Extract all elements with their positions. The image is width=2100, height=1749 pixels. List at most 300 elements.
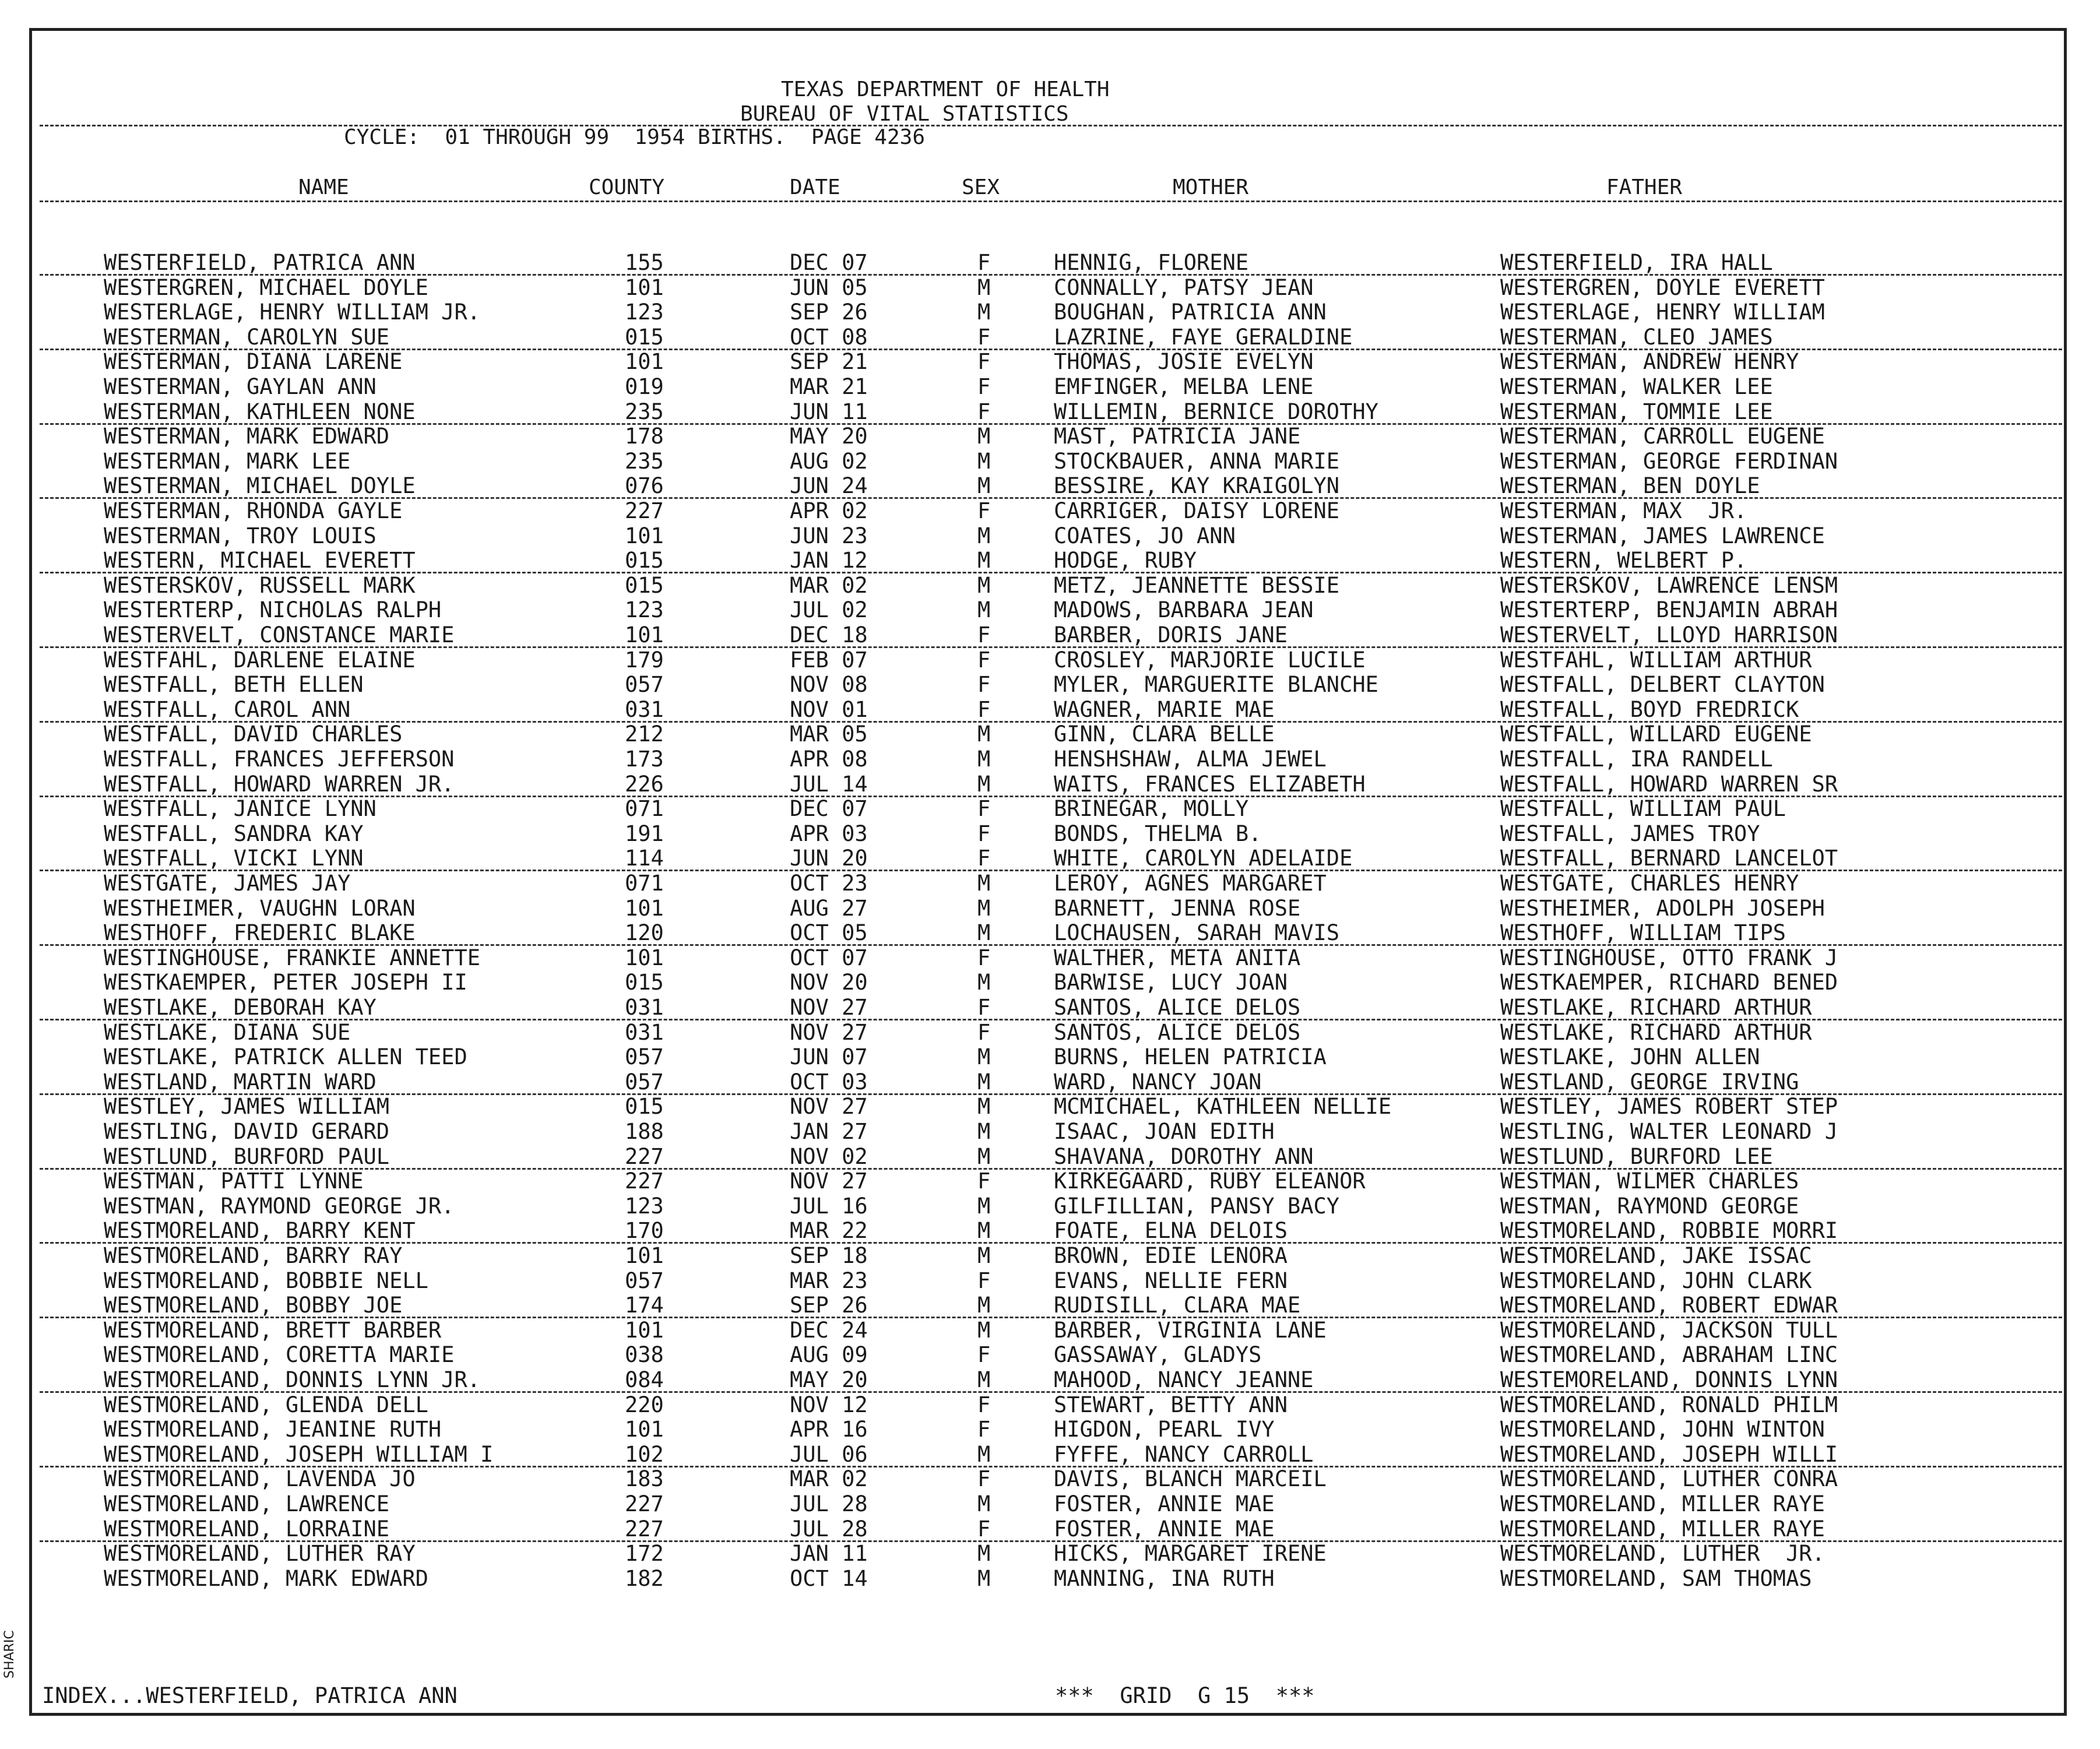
cell-father: WESTLAKE, RICHARD ARTHUR (1500, 1019, 1812, 1045)
cell-name: WESTERLAGE, HENRY WILLIAM JR. (104, 300, 481, 325)
table-row (0, 548, 2100, 573)
cell-sex: M (977, 1069, 991, 1095)
cell-name: WESTLAKE, PATRICK ALLEN TEED (104, 1044, 467, 1070)
cell-county: 182 (625, 1565, 664, 1591)
cell-date: MAY 20 (790, 1367, 868, 1392)
cell-father: WESTMORELAND, JAKE ISSAC (1500, 1243, 1812, 1268)
cell-date: JUN 24 (790, 473, 868, 499)
cell-date: MAR 23 (790, 1268, 868, 1293)
cell-sex: F (977, 1268, 991, 1293)
cell-father: WESTKAEMPER, RICHARD BENED (1500, 970, 1838, 995)
cell-father: WESTLAKE, RICHARD ARTHUR (1500, 995, 1812, 1020)
cell-name: WESTMAN, RAYMOND GEORGE JR. (104, 1193, 455, 1219)
cell-father: WESTMORELAND, JOSEPH WILLI (1500, 1441, 1838, 1467)
cell-sex: M (977, 1193, 991, 1219)
cell-sex: F (977, 250, 991, 275)
cell-date: NOV 12 (790, 1392, 868, 1417)
cell-sex: F (977, 995, 991, 1020)
column-header-mother: MOTHER (1173, 175, 1249, 199)
cell-date: NOV 27 (790, 1169, 868, 1194)
table-row (0, 772, 2100, 797)
cell-mother: BARBER, DORIS JANE (1054, 622, 1288, 647)
cell-father: WESTERMAN, TOMMIE LEE (1500, 399, 1773, 424)
cell-county: 015 (625, 1094, 664, 1120)
cell-name: WESTLAKE, DEBORAH KAY (104, 995, 377, 1020)
cell-sex: M (977, 1044, 991, 1070)
cell-date: JAN 27 (790, 1119, 868, 1144)
cell-mother: WAITS, FRANCES ELIZABETH (1054, 771, 1366, 797)
cell-mother: BARWISE, LUCY JOAN (1054, 970, 1288, 995)
cycle-line: CYCLE: 01 THROUGH 99 1954 BIRTHS. PAGE 4236 (344, 125, 925, 149)
cell-mother: GILFILLIAN, PANSY BACY (1054, 1193, 1340, 1219)
cell-county: 015 (625, 572, 664, 598)
table-row (0, 1492, 2100, 1516)
cell-father: WESTERMAN, ANDREW HENRY (1500, 349, 1799, 375)
cell-father: WESTEMORELAND, DONNIS LYNN (1500, 1367, 1838, 1392)
cell-date: DEC 24 (790, 1317, 868, 1343)
cell-name: WESTMORELAND, BOBBIE NELL (104, 1268, 428, 1293)
cell-county: 227 (625, 1143, 664, 1169)
cell-name: WESTMAN, PATTI LYNNE (104, 1169, 364, 1194)
cell-father: WESTERVELT, LLOYD HARRISON (1500, 622, 1838, 647)
cell-date: SEP 26 (790, 1293, 868, 1318)
cell-date: JUL 28 (790, 1516, 868, 1542)
cell-county: 057 (625, 1069, 664, 1095)
cell-name: WESTMORELAND, LUTHER RAY (104, 1541, 416, 1567)
cell-county: 220 (625, 1392, 664, 1417)
cell-county: 015 (625, 970, 664, 995)
cell-county: 101 (625, 622, 664, 647)
cell-date: JUL 02 (790, 597, 868, 623)
table-row (0, 424, 2100, 449)
cell-mother: HODGE, RUBY (1054, 548, 1197, 573)
cell-county: 101 (625, 1243, 664, 1268)
cell-mother: BARNETT, JENNA ROSE (1054, 895, 1301, 921)
table-row (0, 251, 2100, 275)
cell-date: OCT 14 (790, 1565, 868, 1591)
cell-father: WESTERFIELD, IRA HALL (1500, 250, 1773, 275)
cell-sex: F (977, 498, 991, 523)
table-row (0, 1467, 2100, 1491)
column-header-date: DATE (790, 175, 840, 199)
cell-sex: M (977, 1094, 991, 1120)
cell-date: MAR 22 (790, 1218, 868, 1244)
side-mark: SHARIC (2, 1630, 17, 1678)
cell-sex: F (977, 1392, 991, 1417)
cell-sex: F (977, 846, 991, 871)
cell-mother: MANNING, INA RUTH (1054, 1565, 1275, 1591)
cell-mother: SANTOS, ALICE DELOS (1054, 1019, 1301, 1045)
cell-mother: FOSTER, ANNIE MAE (1054, 1516, 1275, 1542)
cell-mother: LAZRINE, FAYE GERALDINE (1054, 324, 1353, 350)
cell-mother: EMFINGER, MELBA LENE (1054, 374, 1314, 399)
cell-name: WESTMORELAND, BARRY RAY (104, 1243, 403, 1268)
cell-father: WESTFALL, WILLIAM PAUL (1500, 796, 1786, 822)
cell-date: NOV 08 (790, 672, 868, 698)
cell-name: WESTFALL, SANDRA KAY (104, 821, 364, 846)
cell-father: WESTERMAN, WALKER LEE (1500, 374, 1773, 399)
cell-mother: MAST, PATRICIA JANE (1054, 424, 1301, 449)
cell-county: 057 (625, 1044, 664, 1070)
cell-mother: ISAAC, JOAN EDITH (1054, 1119, 1275, 1144)
cell-county: 123 (625, 1193, 664, 1219)
column-header-sex: SEX (962, 175, 1000, 199)
cell-mother: MAHOOD, NANCY JEANNE (1054, 1367, 1314, 1392)
cell-mother: HICKS, MARGARET IRENE (1054, 1541, 1327, 1567)
cell-name: WESTFALL, DAVID CHARLES (104, 722, 403, 747)
cell-mother: MCMICHAEL, KATHLEEN NELLIE (1054, 1094, 1392, 1120)
table-row (0, 1393, 2100, 1417)
cell-name: WESTMORELAND, JEANINE RUTH (104, 1417, 442, 1442)
cell-mother: FYFFE, NANCY CARROLL (1054, 1441, 1314, 1467)
cell-mother: STOCKBAUER, ANNA MARIE (1054, 448, 1340, 474)
cell-name: WESTMORELAND, BOBBY JOE (104, 1293, 403, 1318)
cell-father: WESTERTERP, BENJAMIN ABRAH (1500, 597, 1838, 623)
cell-date: NOV 27 (790, 1094, 868, 1120)
cell-father: WESTERSKOV, LAWRENCE LENSM (1500, 572, 1838, 598)
cell-father: WESTERMAN, MAX JR. (1500, 498, 1747, 523)
cell-father: WESTHOFF, WILLIAM TIPS (1500, 920, 1786, 946)
cell-name: WESTFAHL, DARLENE ELAINE (104, 647, 416, 673)
cell-sex: M (977, 1119, 991, 1144)
cell-county: 155 (625, 250, 664, 275)
cell-name: WESTKAEMPER, PETER JOSEPH II (104, 970, 467, 995)
cell-date: NOV 27 (790, 995, 868, 1020)
cell-sex: M (977, 1293, 991, 1318)
cell-mother: MYLER, MARGUERITE BLANCHE (1054, 672, 1378, 698)
cell-name: WESTFALL, FRANCES JEFFERSON (104, 747, 455, 772)
cell-date: MAR 02 (790, 1466, 868, 1492)
cell-date: JUN 20 (790, 846, 868, 871)
cell-mother: WHITE, CAROLYN ADELAIDE (1054, 846, 1353, 871)
cell-county: 019 (625, 374, 664, 399)
cell-name: WESTLING, DAVID GERARD (104, 1119, 390, 1144)
cell-sex: F (977, 1516, 991, 1542)
cell-sex: F (977, 696, 991, 722)
cell-date: JUL 06 (790, 1441, 868, 1467)
table-row (0, 400, 2100, 424)
cell-mother: RUDISILL, CLARA MAE (1054, 1293, 1301, 1318)
table-row (0, 921, 2100, 945)
cell-mother: WARD, NANCY JOAN (1054, 1069, 1262, 1095)
table-row (0, 797, 2100, 821)
cell-date: APR 08 (790, 747, 868, 772)
cell-sex: M (977, 597, 991, 623)
table-row (0, 325, 2100, 350)
cell-name: WESTERN, MICHAEL EVERETT (104, 548, 416, 573)
cell-county: 172 (625, 1541, 664, 1567)
cell-name: WESTLEY, JAMES WILLIAM (104, 1094, 390, 1120)
cell-county: 015 (625, 324, 664, 350)
cell-name: WESTMORELAND, BARRY KENT (104, 1218, 416, 1244)
cell-mother: DAVIS, BLANCH MARCEIL (1054, 1466, 1327, 1492)
table-row (0, 1020, 2100, 1045)
table-row (0, 350, 2100, 374)
table-row (0, 1095, 2100, 1119)
cell-name: WESTFALL, BETH ELLEN (104, 672, 364, 698)
cell-date: APR 03 (790, 821, 868, 846)
table-row (0, 1244, 2100, 1268)
cell-name: WESTMORELAND, GLENDA DELL (104, 1392, 428, 1417)
cell-date: SEP 18 (790, 1243, 868, 1268)
cell-sex: M (977, 572, 991, 598)
cell-county: 212 (625, 722, 664, 747)
table-row (0, 1293, 2100, 1318)
cell-father: WESTMORELAND, JOHN WINTON (1500, 1417, 1825, 1442)
cell-date: OCT 03 (790, 1069, 868, 1095)
cell-sex: M (977, 424, 991, 449)
table-row (0, 499, 2100, 523)
cell-sex: M (977, 1317, 991, 1343)
table-row (0, 1343, 2100, 1367)
cell-mother: STEWART, BETTY ANN (1054, 1392, 1288, 1417)
cell-date: JUL 14 (790, 771, 868, 797)
cell-sex: F (977, 349, 991, 375)
table-row (0, 648, 2100, 673)
cell-county: 071 (625, 796, 664, 822)
cell-mother: SHAVANA, DOROTHY ANN (1054, 1143, 1314, 1169)
cell-mother: BESSIRE, KAY KRAIGOLYN (1054, 473, 1340, 499)
cell-date: JUN 23 (790, 523, 868, 548)
cell-name: WESTERMAN, TROY LOUIS (104, 523, 377, 548)
cell-father: WESTFALL, WILLARD EUGENE (1500, 722, 1812, 747)
cell-mother: KIRKEGAARD, RUBY ELEANOR (1054, 1169, 1366, 1194)
cell-sex: M (977, 920, 991, 946)
cell-county: 179 (625, 647, 664, 673)
cell-county: 226 (625, 771, 664, 797)
cell-date: SEP 26 (790, 300, 868, 325)
table-row (0, 623, 2100, 647)
cell-date: JUL 28 (790, 1491, 868, 1516)
table-row (0, 276, 2100, 300)
cell-father: WESTLUND, BURFORD LEE (1500, 1143, 1773, 1169)
cell-date: OCT 23 (790, 871, 868, 896)
cell-mother: HENSHSHAW, ALMA JEWEL (1054, 747, 1327, 772)
cell-date: JUN 05 (790, 275, 868, 300)
table-row (0, 1417, 2100, 1442)
cell-sex: F (977, 672, 991, 698)
cell-mother: COATES, JO ANN (1054, 523, 1236, 548)
cell-name: WESTFALL, CAROL ANN (104, 696, 351, 722)
cell-name: WESTMORELAND, CORETTA MARIE (104, 1342, 455, 1368)
cell-date: MAR 02 (790, 572, 868, 598)
cell-mother: CONNALLY, PATSY JEAN (1054, 275, 1314, 300)
table-row (0, 1517, 2100, 1542)
cell-sex: M (977, 1367, 991, 1392)
cell-county: 101 (625, 275, 664, 300)
cell-date: AUG 27 (790, 895, 868, 921)
cell-date: FEB 07 (790, 647, 868, 673)
cell-county: 076 (625, 473, 664, 499)
table-row (0, 970, 2100, 995)
cell-sex: M (977, 1218, 991, 1244)
cell-county: 101 (625, 1417, 664, 1442)
cell-name: WESTMORELAND, LORRAINE (104, 1516, 390, 1542)
header-title: TEXAS DEPARTMENT OF HEALTH (781, 78, 1110, 101)
cell-county: 183 (625, 1466, 664, 1492)
cell-county: 173 (625, 747, 664, 772)
cell-sex: M (977, 448, 991, 474)
cell-mother: BARBER, VIRGINIA LANE (1054, 1317, 1327, 1343)
cell-date: AUG 02 (790, 448, 868, 474)
cell-name: WESTINGHOUSE, FRANKIE ANNETTE (104, 945, 481, 970)
cell-name: WESTERFIELD, PATRICA ANN (104, 250, 416, 275)
cell-sex: F (977, 1019, 991, 1045)
cell-father: WESTINGHOUSE, OTTO FRANK J (1500, 945, 1838, 970)
column-header-rule (40, 200, 2062, 202)
grid-footer: *** GRID G 15 *** (1055, 1683, 1315, 1708)
cell-mother: LEROY, AGNES MARGARET (1054, 871, 1327, 896)
cell-sex: M (977, 1491, 991, 1516)
cell-name: WESTERMAN, KATHLEEN NONE (104, 399, 416, 424)
cell-father: WESTMORELAND, SAM THOMAS (1500, 1565, 1812, 1591)
cell-mother: GASSAWAY, GLADYS (1054, 1342, 1262, 1368)
cell-sex: M (977, 473, 991, 499)
cell-county: 101 (625, 895, 664, 921)
cell-date: DEC 07 (790, 250, 868, 275)
cell-mother: CARRIGER, DAISY LORENE (1054, 498, 1340, 523)
cell-sex: F (977, 1342, 991, 1368)
cell-county: 031 (625, 696, 664, 722)
cell-county: 178 (625, 424, 664, 449)
cell-county: 101 (625, 945, 664, 970)
cell-father: WESTLAKE, JOHN ALLEN (1500, 1044, 1760, 1070)
cell-mother: THOMAS, JOSIE EVELYN (1054, 349, 1314, 375)
cell-name: WESTLUND, BURFORD PAUL (104, 1143, 390, 1169)
cell-sex: F (977, 821, 991, 846)
cell-father: WESTFALL, JAMES TROY (1500, 821, 1760, 846)
cell-name: WESTERMAN, CAROLYN SUE (104, 324, 390, 350)
cell-county: 123 (625, 597, 664, 623)
cell-father: WESTMORELAND, MILLER RAYE (1500, 1516, 1825, 1542)
cell-sex: F (977, 796, 991, 822)
cell-date: APR 02 (790, 498, 868, 523)
table-row (0, 946, 2100, 970)
column-header-father: FATHER (1606, 175, 1683, 199)
cell-father: WESTMORELAND, ROBBIE MORRI (1500, 1218, 1838, 1244)
table-row (0, 698, 2100, 722)
cell-county: 015 (625, 548, 664, 573)
cell-date: JAN 12 (790, 548, 868, 573)
table-row (0, 1542, 2100, 1566)
cell-father: WESTMORELAND, LUTHER JR. (1500, 1541, 1825, 1567)
table-row (0, 1269, 2100, 1293)
cell-father: WESTFALL, HOWARD WARREN SR (1500, 771, 1838, 797)
cell-mother: BROWN, EDIE LENORA (1054, 1243, 1288, 1268)
cell-mother: WAGNER, MARIE MAE (1054, 696, 1275, 722)
table-row (0, 1219, 2100, 1243)
cell-sex: F (977, 1169, 991, 1194)
cell-father: WESTMORELAND, ABRAHAM LINC (1500, 1342, 1838, 1368)
cell-sex: M (977, 1541, 991, 1567)
cell-county: 038 (625, 1342, 664, 1368)
cell-name: WESTMORELAND, DONNIS LYNN JR. (104, 1367, 481, 1392)
cell-county: 084 (625, 1367, 664, 1392)
cell-date: OCT 08 (790, 324, 868, 350)
cell-county: 031 (625, 995, 664, 1020)
table-row (0, 995, 2100, 1020)
table-row (0, 673, 2100, 697)
cell-mother: HIGDON, PEARL IVY (1054, 1417, 1275, 1442)
cell-father: WESTMORELAND, MILLER RAYE (1500, 1491, 1825, 1516)
cell-name: WESTMORELAND, LAWRENCE (104, 1491, 390, 1516)
table-row (0, 1070, 2100, 1095)
cell-father: WESTFALL, DELBERT CLAYTON (1500, 672, 1825, 698)
cell-county: 057 (625, 672, 664, 698)
table-row (0, 1368, 2100, 1392)
cell-county: 120 (625, 920, 664, 946)
cell-date: NOV 02 (790, 1143, 868, 1169)
cell-date: MAR 05 (790, 722, 868, 747)
table-row (0, 573, 2100, 598)
cell-sex: F (977, 1466, 991, 1492)
cell-sex: F (977, 647, 991, 673)
cell-sex: M (977, 722, 991, 747)
cell-father: WESTMAN, WILMER CHARLES (1500, 1169, 1799, 1194)
cell-county: 123 (625, 300, 664, 325)
cell-mother: WALTHER, META ANITA (1054, 945, 1301, 970)
cell-father: WESTLING, WALTER LEONARD J (1500, 1119, 1838, 1144)
cell-county: 227 (625, 1516, 664, 1542)
cell-father: WESTMORELAND, JOHN CLARK (1500, 1268, 1812, 1293)
cell-sex: F (977, 622, 991, 647)
cell-sex: M (977, 1441, 991, 1467)
cell-date: AUG 09 (790, 1342, 868, 1368)
cell-mother: BONDS, THELMA B. (1054, 821, 1262, 846)
cell-county: 227 (625, 1491, 664, 1516)
cell-name: WESTGATE, JAMES JAY (104, 871, 351, 896)
cell-sex: M (977, 300, 991, 325)
cell-name: WESTERMAN, MICHAEL DOYLE (104, 473, 416, 499)
cell-mother: CROSLEY, MARJORIE LUCILE (1054, 647, 1366, 673)
cell-date: MAR 21 (790, 374, 868, 399)
table-row (0, 1442, 2100, 1467)
cell-father: WESTMORELAND, RONALD PHILM (1500, 1392, 1838, 1417)
cell-mother: HENNIG, FLORENE (1054, 250, 1249, 275)
table-row (0, 449, 2100, 474)
table-row (0, 1045, 2100, 1069)
cell-mother: LOCHAUSEN, SARAH MAVIS (1054, 920, 1340, 946)
cell-sex: M (977, 1143, 991, 1169)
table-row (0, 1145, 2100, 1169)
cell-father: WESTMORELAND, ROBERT EDWAR (1500, 1293, 1838, 1318)
cell-mother: METZ, JEANNETTE BESSIE (1054, 572, 1340, 598)
cell-mother: MADOWS, BARBARA JEAN (1054, 597, 1314, 623)
cell-date: MAY 20 (790, 424, 868, 449)
cell-name: WESTHEIMER, VAUGHN LORAN (104, 895, 416, 921)
cell-father: WESTFALL, IRA RANDELL (1500, 747, 1773, 772)
cell-county: 101 (625, 349, 664, 375)
table-row (0, 846, 2100, 871)
cell-sex: M (977, 970, 991, 995)
cell-sex: M (977, 895, 991, 921)
cell-mother: EVANS, NELLIE FERN (1054, 1268, 1288, 1293)
table-row (0, 1120, 2100, 1144)
cell-county: 101 (625, 1317, 664, 1343)
cell-sex: F (977, 945, 991, 970)
cell-name: WESTERMAN, GAYLAN ANN (104, 374, 377, 399)
cell-mother: FOATE, ELNA DELOIS (1054, 1218, 1288, 1244)
table-row (0, 896, 2100, 921)
cell-name: WESTFALL, VICKI LYNN (104, 846, 364, 871)
cell-county: 057 (625, 1268, 664, 1293)
cell-name: WESTERMAN, MARK EDWARD (104, 424, 390, 449)
cell-date: JUL 16 (790, 1193, 868, 1219)
cell-father: WESTMORELAND, JACKSON TULL (1500, 1317, 1838, 1343)
cell-sex: M (977, 1243, 991, 1268)
cell-county: 102 (625, 1441, 664, 1467)
cell-father: WESTGATE, CHARLES HENRY (1500, 871, 1799, 896)
